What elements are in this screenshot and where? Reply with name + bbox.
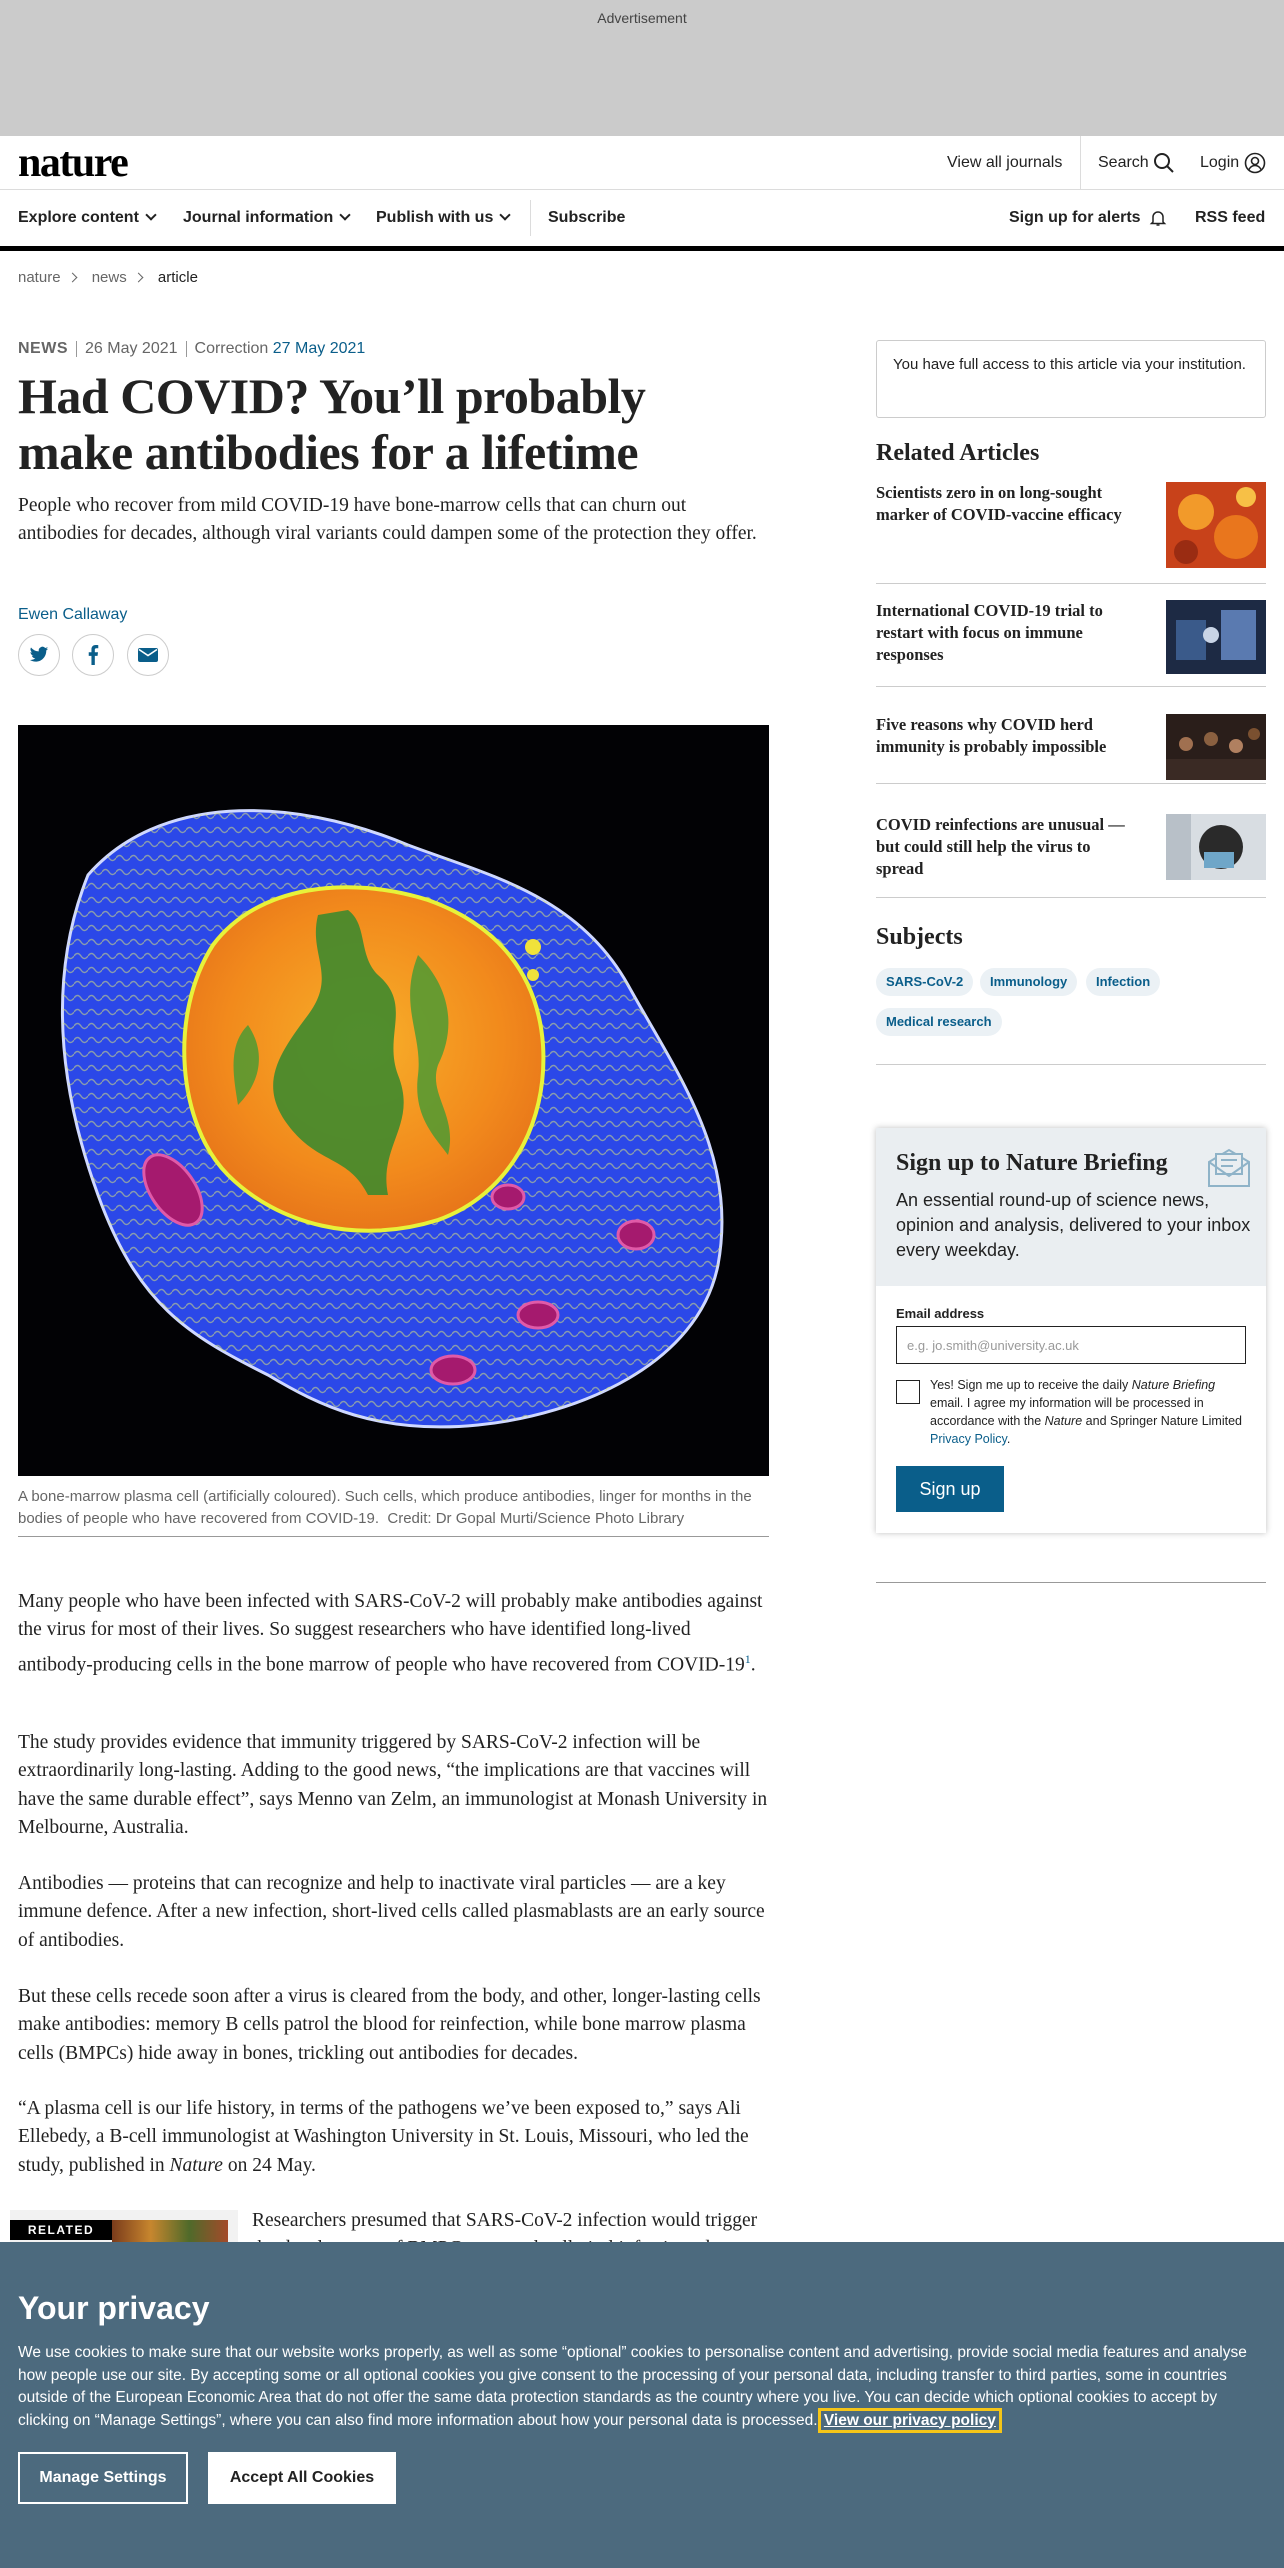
privacy-text <box>18 2342 1268 2432</box>
article-paragraph-6: Researchers presumed that SARS-CoV-2 infection would trigger <box>252 2210 758 2231</box>
consent-text <box>930 1376 1246 1448</box>
privacy-policy-link[interactable]: View our privacy policy <box>823 2411 996 2429</box>
consent-part: email. I agree my information will be processed in accordance with the <box>930 1396 1204 1428</box>
article-paragraph-3: Antibodies — proteins that can recognize and help to inactivate viral particles — are a key immune defence. After a new infection, short-lived cells called plasmablasts are an early source of antibodies. <box>18 1873 765 1951</box>
article-type: NEWS <box>18 340 68 357</box>
chevron-down-icon <box>340 209 351 220</box>
briefing-heading: Sign up to Nature Briefing <box>896 1150 1168 1176</box>
site-header <box>0 136 1284 190</box>
article-paragraph-4: But these cells recede soon after a virus is cleared from the body, and other, longer-lasting cells make antibodies: memory B cells patrol the blood for reinfection, while bone marrow plasma cells (BMPCs) hide away in bones, trickling out antibodies for decades. <box>18 1986 761 2064</box>
article-meta <box>18 340 365 358</box>
privacy-policy-link[interactable]: Privacy Policy <box>930 1432 1007 1446</box>
header-divider <box>1080 136 1081 190</box>
related-article-title[interactable]: COVID reinfections are unusual — but could still help the virus to spread <box>876 815 1125 878</box>
chevron-down-icon <box>500 209 511 220</box>
bell-icon <box>1149 209 1167 227</box>
sign-up-button[interactable]: Sign up <box>896 1466 1004 1512</box>
login-button[interactable] <box>1200 136 1266 190</box>
related-article-thumbnail[interactable] <box>1166 814 1266 880</box>
correction-date-link[interactable]: 27 May 2021 <box>272 340 366 357</box>
nav-publish-with-us[interactable] <box>376 190 509 246</box>
related-articles-heading: Related Articles <box>876 440 1040 466</box>
email-icon <box>138 648 158 662</box>
email-field[interactable] <box>896 1326 1246 1364</box>
breadcrumb-nature[interactable]: nature <box>18 268 61 286</box>
sidebar-divider <box>876 1582 1266 1583</box>
consent-part: Nature <box>1044 1414 1083 1428</box>
image-caption <box>18 1486 769 1537</box>
journal-name: Nature <box>169 2154 223 2176</box>
advertisement-banner[interactable] <box>0 0 1284 136</box>
nature-logo[interactable]: nature <box>18 140 128 186</box>
article-paragraph-1 <box>18 1588 770 1679</box>
privacy-heading: Your privacy <box>18 2290 210 2326</box>
login-label: Login <box>1200 154 1240 171</box>
related-article-title[interactable]: Five reasons why COVID herd immunity is probably impossible <box>876 715 1107 756</box>
paragraph-text: “A plasma cell is our life history, in terms of the pathogens we’ve been exposed to,” says Ali Ellebedy, a B-cell immunologist at Washington University in St. Louis, Missouri, who led the study, published in <box>18 2098 749 2176</box>
chevron-down-icon <box>145 209 156 220</box>
meta-separator <box>76 341 77 357</box>
related-article-title[interactable]: Scientists zero in on long-sought marker of COVID-vaccine efficacy <box>876 483 1122 524</box>
paragraph-text: . <box>750 1654 756 1676</box>
rss-feed-link[interactable]: RSS feed <box>1195 209 1266 226</box>
related-article-thumbnail[interactable] <box>1166 482 1266 568</box>
paragraph-text: Many people who have been infected with SARS-CoV-2 will probably make antibodies against the virus for most of their lives. So suggest researchers who have identified long-lived antibody-producing cells in the bone marrow of people who have recovered from COVID-19 <box>18 1591 763 1676</box>
article-paragraph-2: The study provides evidence that immunity triggered by SARS-CoV-2 infection will be extraordinarily long-lasting. Adding to the good news, “the implications are that vaccines will have the same durable effect”, says Menno van Zelm, an immunologist at Monash University in Melbourne, Australia. <box>18 1732 768 1838</box>
advertisement-label: Advertisement <box>597 10 687 26</box>
related-article-item[interactable] <box>876 714 1266 784</box>
subject-tag[interactable]: Immunology <box>980 968 1077 996</box>
related-article-title[interactable]: International COVID-19 trial to restart with focus on immune responses <box>876 601 1103 664</box>
header-rule <box>0 246 1284 251</box>
user-icon <box>1244 152 1266 174</box>
main-navigation <box>0 190 1284 246</box>
search-label: Search <box>1098 154 1149 171</box>
related-article-item[interactable] <box>876 482 1266 584</box>
search-button[interactable] <box>1098 136 1175 190</box>
consent-part: . <box>1006 1432 1011 1446</box>
alerts-label: Sign up for alerts <box>1009 209 1141 226</box>
sign-up-alerts-link[interactable] <box>1009 190 1167 246</box>
correction-label: Correction <box>194 340 269 357</box>
share-facebook-button[interactable] <box>72 634 114 676</box>
subject-tag[interactable]: Infection <box>1086 968 1160 996</box>
consent-checkbox[interactable] <box>896 1380 920 1404</box>
briefing-description: An essential round-up of science news, opinion and analysis, delivered to your inbox every weekday. <box>896 1190 1251 1260</box>
twitter-icon <box>29 646 49 664</box>
image-credit: Credit: Dr Gopal Murti/Science Photo Library <box>387 1510 685 1527</box>
manage-settings-button[interactable]: Manage Settings <box>18 2452 188 2504</box>
consent-part: Yes! Sign me up to receive the daily <box>930 1378 1132 1392</box>
email-label: Email address <box>896 1306 985 1321</box>
caption-text: A bone-marrow plasma cell (artificially coloured). Such cells, which produce antibodies, linger for months in the bodies of people who have recovered from COVID-19. <box>18 1488 752 1527</box>
meta-separator <box>186 341 187 357</box>
related-article-item[interactable] <box>876 600 1266 687</box>
nature-briefing-signup <box>876 1128 1266 1533</box>
breadcrumb-news[interactable]: news <box>91 268 127 286</box>
nav-journal-label: Journal information <box>183 209 334 226</box>
nav-subscribe[interactable]: Subscribe <box>548 209 626 226</box>
search-icon <box>1153 152 1175 174</box>
article-hero-image <box>18 725 769 1476</box>
related-article-item[interactable] <box>876 814 1266 898</box>
article-paragraph-5 <box>18 2095 770 2180</box>
privacy-banner <box>0 2242 1284 2568</box>
envelope-icon <box>1206 1148 1252 1188</box>
article-standfirst: People who recover from mild COVID-19 have bone-marrow cells that can churn out antibodies for decades, although viral variants could dampen some of the protection they offer. <box>18 495 757 544</box>
accept-all-cookies-button[interactable]: Accept All Cookies <box>208 2452 396 2504</box>
share-twitter-button[interactable] <box>18 634 60 676</box>
related-article-thumbnail[interactable] <box>1166 714 1266 780</box>
paragraph-text: on 24 May. <box>222 2154 316 2176</box>
breadcrumb-article: article <box>157 268 198 286</box>
nav-publish-label: Publish with us <box>376 209 494 226</box>
reference-link[interactable]: 1 <box>744 1651 751 1666</box>
nav-divider <box>530 200 531 236</box>
subject-tag[interactable]: Medical research <box>876 1008 1002 1036</box>
view-all-journals-link[interactable]: View all journals <box>947 154 1063 171</box>
plasma-cell-illustration <box>18 725 769 1476</box>
related-article-thumbnail[interactable] <box>1166 600 1266 674</box>
nav-journal-information[interactable] <box>183 190 349 246</box>
chevron-right-icon <box>67 273 77 283</box>
chevron-right-icon <box>133 273 143 283</box>
consent-part: and Springer Nature Limited <box>1082 1414 1242 1428</box>
access-notice: You have full access to this article via your institution. <box>876 340 1266 418</box>
nav-explore-label: Explore content <box>18 209 139 226</box>
briefing-header <box>876 1128 1266 1286</box>
article-title: Had COVID? You’ll probably make antibodies for a lifetime <box>18 368 646 480</box>
subjects-divider <box>876 1064 1266 1065</box>
nav-explore-content[interactable] <box>18 190 155 246</box>
subjects-heading: Subjects <box>876 924 963 950</box>
consent-part: Nature Briefing <box>1131 1378 1216 1392</box>
share-email-button[interactable] <box>127 634 169 676</box>
subject-tag[interactable]: SARS-CoV-2 <box>876 968 973 996</box>
related-badge: RELATED <box>10 2220 112 2240</box>
author-link[interactable]: Ewen Callaway <box>18 606 128 623</box>
article-date: 26 May 2021 <box>85 340 178 357</box>
breadcrumb <box>18 268 198 286</box>
facebook-icon <box>87 645 99 665</box>
privacy-body: We use cookies to make sure that our website works properly, as well as some “optional” cookies to personalise content and advertising, provide social media features and analyse how people use our site. By accepting some or all optional cookies you give consent to the processing of your personal data, including transfer to third parties, some in countries outside of the European Economic Area that do not offer the same data protection standards as the country where you live. You can decide which optional cookies to accept by clicking on “Manage Settings”, where you can also find more information about how your personal data is processed. <box>18 2344 1247 2429</box>
